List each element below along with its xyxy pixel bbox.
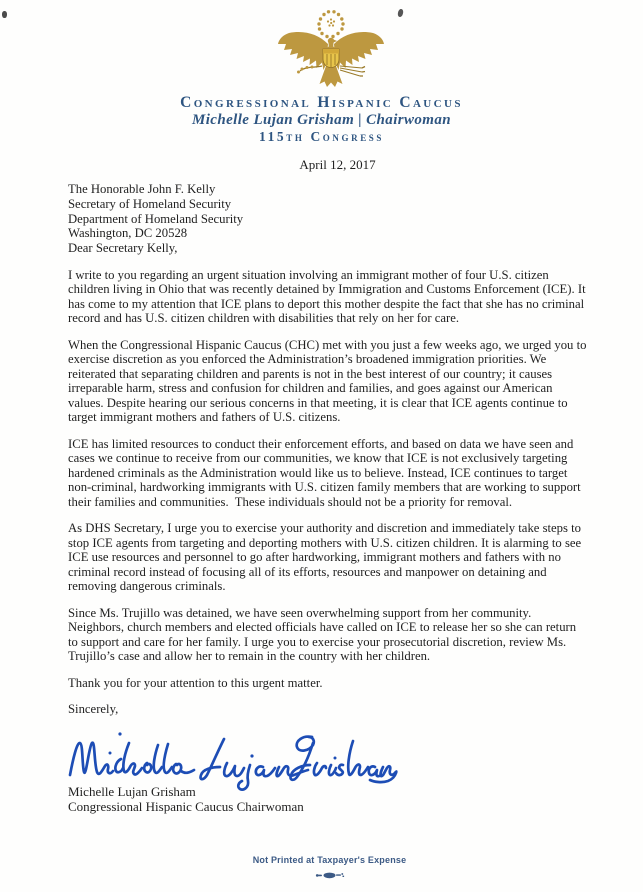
closing-line: Thank you for your attention to this urgent matter. (68, 675, 323, 690)
signer-name: Michelle Lujan Grisham (68, 783, 196, 799)
paragraph-3: ICE has limited resources to conduct their enforcement efforts, and based on data we have seen and cases we continue to receive from our communities, we know that ICE is not exclusively targeting hardened criminals as the Administration would like us to believe. Instead, ICE continues to target non-criminal, hardworking immigrants with U.S. citizen family members that are working to support their families and communities. These individuals should not be a priority for removal. (68, 436, 584, 509)
letter-body (68, 157, 589, 815)
recipient-line: Secretary of Homeland Security (68, 196, 232, 211)
recipient-line: Department of Homeland Security (68, 211, 244, 226)
recipient-address (68, 182, 589, 241)
letter-date: April 12, 2017 (299, 157, 376, 172)
letterhead-congress: 115th Congress (258, 129, 385, 144)
salutation: Dear Secretary Kelly, (68, 241, 178, 256)
paragraph-2: When the Congressional Hispanic Caucus (CHC) met with you just a few weeks ago, we urged you to exercise discretion as you enforced the Administration’s broadened immigration priorities. We reiterated that separating children and parents is not in the best interest of our country; it causes irreparable harm, stress and confusion for children and families, and goes against our American values. Despite hearing our serious concerns in that meeting, it is clear that ICE agents continue to target immigrant mothers and fathers of U.S. citizens. (68, 337, 590, 425)
letterhead-chairwoman: Michelle Lujan Grisham | Chairwoman (191, 112, 452, 128)
paragraph-1: I write to you regarding an urgent situation involving an immigrant mother of four U.S. citizen children living in Ohio that was recently detained by Immigration and Customs Enforcement (ICE). It has come to my attention that ICE plans to deport this mother despite the fact that she has no criminal record and has U.S. citizen children with disabilities that rely on her for care. (68, 267, 589, 326)
letterhead (0, 0, 643, 145)
page-footer (0, 855, 643, 885)
paragraph-4: As DHS Secretary, I urge you to exercise your authority and discretion and immediately take steps to stop ICE agents from targeting and deporting mothers with U.S. citizen children. It is alarming to see ICE use resources and personnel to go after hardworking, immigrant mothers and fathers with no criminal record instead of focusing all of its efforts, resources and manpower on detaining and removing dangerous criminals. (68, 521, 585, 594)
paragraph-5: Since Ms. Trujillo was detained, we have seen overwhelming support from her community. Neighbors, church members and elected officials have called on ICE to release her so she can return to support and care for her family. I urge you to exercise your prosecutorial discretion, review Ms. Trujillo’s case and allow her to remain in the country with her children. (68, 605, 580, 664)
printer-union-bug-icon (0, 867, 643, 885)
signer-title: Congressional Hispanic Caucus Chairwoman (68, 798, 304, 814)
taxpayer-notice: Not Printed at Taxpayer's Expense (252, 855, 407, 865)
letterhead-org: Congressional Hispanic Caucus (180, 94, 463, 111)
recipient-line: The Honorable John F. Kelly (68, 182, 216, 196)
great-seal-eagle-icon (275, 8, 387, 92)
valediction: Sincerely, (68, 702, 119, 717)
recipient-line: Washington, DC 20528 (68, 226, 188, 241)
